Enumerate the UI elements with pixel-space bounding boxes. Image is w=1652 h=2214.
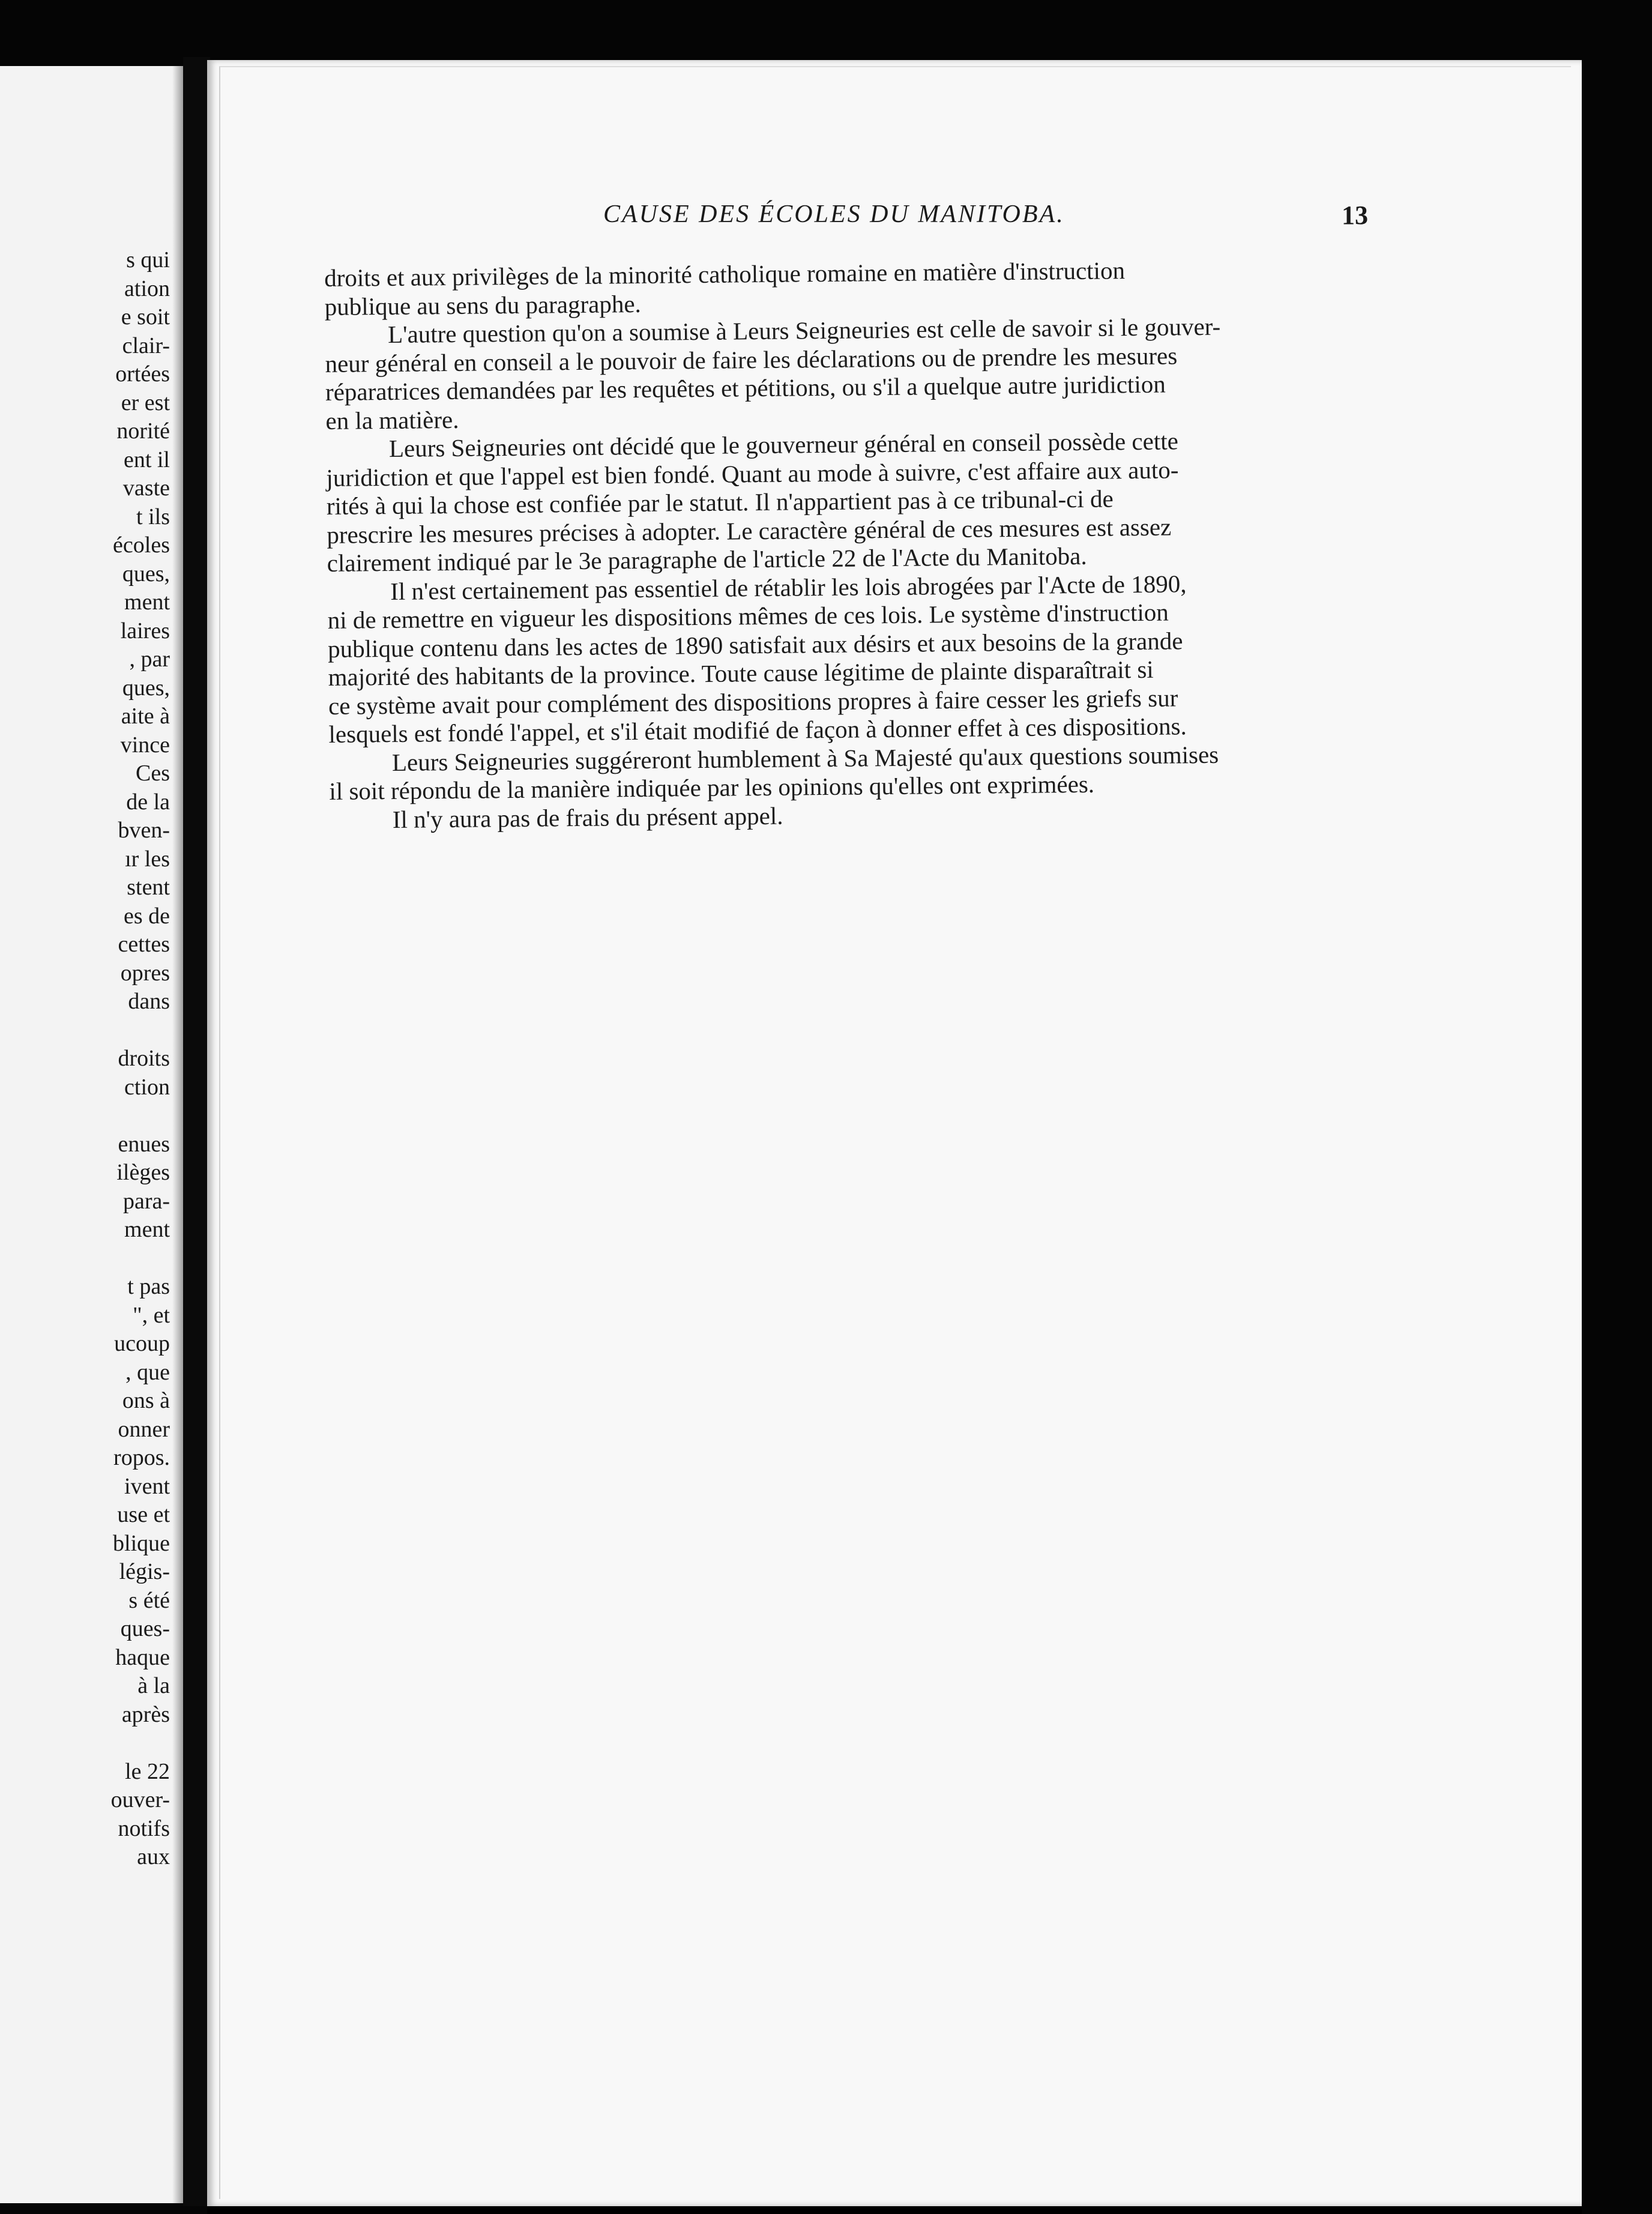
running-head: CAUSE DES ÉCOLES DU MANITOBA. bbox=[603, 201, 1065, 228]
left-page-text-column bbox=[0, 246, 170, 1872]
left-page-line: après bbox=[121, 1701, 170, 1727]
left-page-line: t pas bbox=[127, 1274, 170, 1299]
paragraph bbox=[329, 738, 1431, 806]
text-line: majorité des habitants de la province. Toute cause légitime de plainte disparaîtrait si bbox=[328, 655, 1154, 691]
left-page-line: légis- bbox=[119, 1559, 170, 1584]
text-line: juridiction et que l'appel est bien fondé. Quant au mode à suivre, c'est affaire aux auto- bbox=[326, 455, 1179, 492]
left-page-line: vince bbox=[120, 732, 170, 758]
left-page-line: onner bbox=[118, 1416, 170, 1442]
left-page-line: ilèges bbox=[116, 1160, 170, 1185]
left-page-line: bven- bbox=[118, 818, 170, 843]
left-page-line: er est bbox=[121, 390, 170, 415]
left-page-line: para- bbox=[122, 1188, 170, 1214]
left-page-line: ction bbox=[124, 1074, 170, 1100]
left-page-line: ropos. bbox=[113, 1445, 170, 1470]
left-page-line bbox=[0, 1244, 170, 1273]
left-page-line: de la bbox=[126, 789, 170, 815]
text-line: lesquels est fondé l'appel, et s'il était modifié de façon à donner effet à ces dispositions. bbox=[328, 712, 1187, 748]
text-line: réparatrices demandées par les requêtes et pétitions, ou s'il a quelque autre juridiction bbox=[325, 370, 1166, 406]
left-page-line: ır les bbox=[125, 846, 170, 872]
text-line: ce système avait pour complément des dispositions propres à faire cesser les griefs sur bbox=[328, 683, 1178, 720]
left-page-line: ent il bbox=[123, 447, 170, 472]
left-page-line: ouver- bbox=[110, 1787, 170, 1812]
left-page-line: ation bbox=[124, 276, 170, 301]
left-page-line: Ces bbox=[136, 761, 170, 786]
text-line: Leurs Seigneuries suggéreront humblement à Sa Majesté qu'aux questions soumises bbox=[391, 740, 1219, 776]
text-line: L'autre question qu'on a soumise à Leurs Seigneuries est celle de savoir si le gouver- bbox=[387, 312, 1221, 348]
left-page-line bbox=[0, 1016, 170, 1045]
left-page-line: ivent bbox=[124, 1473, 170, 1499]
paragraph bbox=[325, 310, 1427, 435]
text-line: Il n'est certainement pas essentiel de rétablir les lois abrogées par l'Acte de 1890, bbox=[390, 569, 1187, 605]
paragraph bbox=[326, 424, 1429, 578]
left-page-line: enues bbox=[118, 1131, 170, 1157]
text-line: clairement indiqué par le 3e paragraphe de l'article 22 de l'Acte du Manitoba. bbox=[327, 541, 1087, 577]
left-page-line: es de bbox=[123, 903, 170, 929]
left-page-line: le 22 bbox=[125, 1758, 170, 1784]
left-page-line: écoles bbox=[113, 532, 170, 558]
left-page-line bbox=[0, 1102, 170, 1130]
text-line: droits et aux privilèges de la minorité catholique romaine en matière d'instruction bbox=[324, 256, 1126, 292]
left-page-line: notifs bbox=[118, 1815, 170, 1841]
body-text bbox=[324, 253, 1431, 834]
left-page-line: opres bbox=[120, 960, 170, 986]
left-page-line: ", et bbox=[133, 1302, 170, 1328]
left-page-line: clair- bbox=[122, 333, 170, 358]
left-page-line: aux bbox=[137, 1844, 170, 1869]
left-page-line: aite à bbox=[121, 704, 170, 729]
left-page-line: e soit bbox=[121, 304, 170, 330]
left-page-line: à la bbox=[137, 1673, 170, 1698]
text-line: ni de remettre en vigueur les dispositions mêmes de ces lois. Le système d'instruction bbox=[327, 598, 1169, 634]
left-page-line: droits bbox=[118, 1046, 170, 1071]
left-page-line: ques, bbox=[122, 561, 170, 587]
left-page-line: ment bbox=[124, 590, 170, 615]
left-page-line: s qui bbox=[126, 247, 170, 273]
text-line: neur général en conseil a le pouvoir de faire les déclarations ou de prendre les mesures bbox=[325, 341, 1178, 378]
left-page-line: ques, bbox=[122, 675, 170, 701]
text-line: publique au sens du paragraphe. bbox=[324, 289, 642, 321]
paragraph bbox=[324, 253, 1426, 321]
text-line: rités à qui la chose est confiée par le statut. Il n'appartient pas à ce tribunal-ci de bbox=[326, 484, 1114, 520]
spine-shadow bbox=[172, 66, 183, 2203]
left-page-line: laires bbox=[120, 618, 170, 644]
left-page-line: blique bbox=[113, 1530, 170, 1556]
left-page-line: , que bbox=[125, 1359, 170, 1385]
left-page-line: t ils bbox=[136, 504, 170, 529]
left-page-line: haque bbox=[115, 1644, 170, 1670]
text-line: prescrire les mesures précises à adopter. Le caractère général de ces mesures est assez bbox=[327, 512, 1172, 549]
left-page-line bbox=[0, 1729, 170, 1758]
paragraph bbox=[327, 567, 1430, 749]
left-page-line: ucoup bbox=[114, 1331, 170, 1356]
left-page-line: s été bbox=[128, 1587, 170, 1613]
left-page-line: ons à bbox=[122, 1388, 170, 1413]
left-facing-page bbox=[0, 66, 183, 2203]
left-page-line: cettes bbox=[118, 932, 170, 957]
left-page-line: use et bbox=[117, 1502, 170, 1527]
book-gutter bbox=[183, 57, 210, 2206]
left-page-line: ques- bbox=[120, 1616, 170, 1641]
left-page-line: ment bbox=[124, 1217, 170, 1242]
right-page bbox=[207, 60, 1582, 2206]
text-line: il soit répondu de la manière indiquée par les opinions qu'elles ont exprimées. bbox=[329, 770, 1095, 805]
text-line: en la matière. bbox=[325, 405, 459, 435]
scan-bottom-edge bbox=[207, 2206, 1582, 2214]
text-line: Leurs Seigneuries ont décidé que le gouverneur général en conseil possède cette bbox=[388, 427, 1179, 462]
page-number: 13 bbox=[1342, 201, 1368, 230]
left-page-line: norité bbox=[116, 418, 170, 444]
left-page-line: vaste bbox=[122, 475, 170, 501]
left-page-line: stent bbox=[127, 875, 170, 900]
left-page-line: ortées bbox=[115, 361, 170, 387]
text-line: publique contenu dans les actes de 1890 satisfait aux désirs et aux besoins de la grande bbox=[327, 626, 1183, 663]
left-page-line: dans bbox=[128, 989, 170, 1014]
text-line: Il n'y aura pas de frais du présent appel. bbox=[392, 801, 783, 833]
left-page-line: , par bbox=[129, 647, 170, 672]
